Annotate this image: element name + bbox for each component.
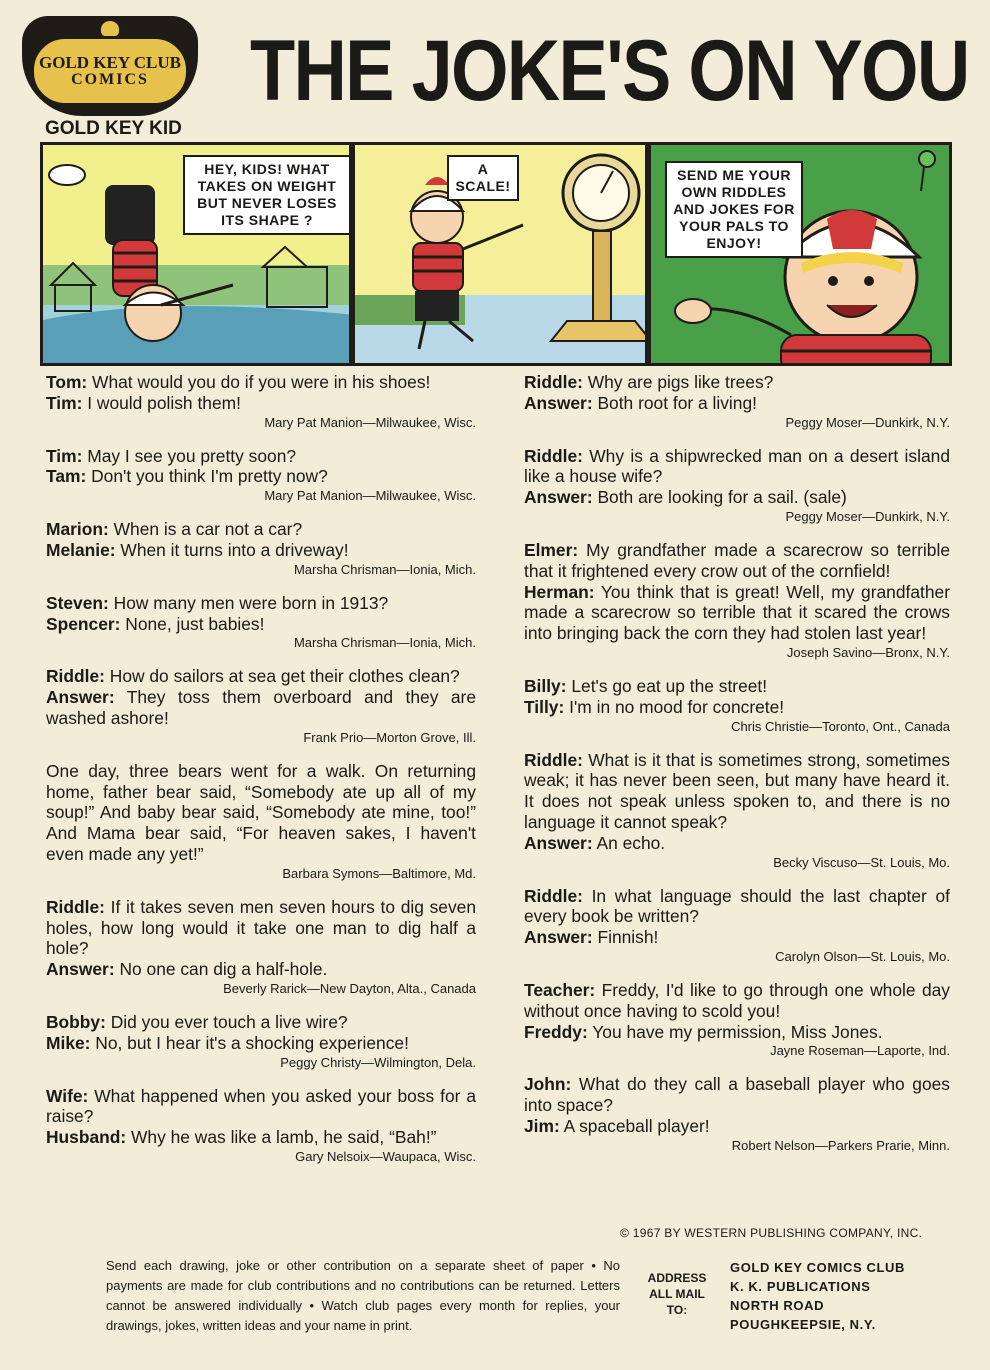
speaker-name: Steven:: [46, 592, 109, 613]
speaker-name: Answer:: [524, 832, 593, 853]
speaker-name: Tim:: [46, 392, 83, 413]
joke-text: What is it that is sometimes strong, sometimes weak; it has never been seen, but many have heard it. It does not speak unless spoken to, and there is no language it cannot speak?: [524, 749, 950, 832]
contributor-credit: Jayne Roseman—Laporte, Ind.: [770, 1043, 950, 1059]
badge-text: [31, 36, 189, 106]
contributor-credit: Becky Viscuso—St. Louis, Mo.: [773, 854, 950, 870]
club-badge-logo: [22, 16, 198, 116]
joke-line: [46, 1086, 476, 1128]
speaker-name: Riddle:: [46, 896, 105, 917]
joke-text: I'm in no mood for concrete!: [564, 696, 785, 717]
joke-text: You think that is great! Well, my grandfather made a scarecrow so terrible that it scared the crows into bringing back the corn they had stolen last year!: [524, 581, 950, 644]
jokes-column-left: [46, 372, 476, 1180]
joke-text: How many men were born in 1913?: [108, 592, 389, 613]
speaker-name: Tam:: [46, 466, 87, 487]
joke-text: Why is a shipwrecked man on a desert island like a house wife?: [524, 445, 950, 487]
joke-entry: [524, 886, 950, 966]
speaker-name: Answer:: [524, 927, 593, 948]
joke-text: Finnish!: [592, 927, 659, 948]
contributor-credit: Frank Prio—Morton Grove, Ill.: [303, 729, 476, 745]
joke-entry: [524, 372, 950, 432]
joke-line: [524, 1022, 950, 1043]
joke-line: [524, 833, 950, 854]
joke-text: No, but I hear it's a shocking experience!: [90, 1032, 409, 1053]
joke-entry: [46, 372, 476, 432]
joke-entry: [524, 1074, 950, 1154]
joke-text: An echo.: [592, 832, 666, 853]
joke-line: [46, 446, 476, 467]
joke-text: No one can dig a half-hole.: [114, 959, 328, 980]
joke-line: [46, 614, 476, 635]
joke-text: When is a car not a car?: [108, 519, 303, 540]
joke-entry: [524, 980, 950, 1060]
contributor-credit: Joseph Savino—Bronx, N.Y.: [786, 644, 950, 660]
joke-text: Let's go eat up the street!: [566, 675, 768, 696]
joke-text: In what language should the last chapter of every book be written?: [524, 885, 950, 927]
joke-line: [524, 676, 950, 697]
joke-text: Both root for a living!: [592, 392, 757, 413]
speaker-name: Tilly:: [524, 696, 565, 717]
speaker-name: Wife:: [46, 1085, 89, 1106]
speaker-name: Herman:: [524, 581, 595, 602]
joke-line: [46, 761, 476, 865]
joke-text: How do sailors at sea get their clothes clean?: [104, 666, 460, 687]
contributor-credit: Peggy Moser—Dunkirk, N.Y.: [785, 414, 950, 430]
contributor-credit: Marsha Chrisman—Ionia, Mich.: [293, 635, 476, 651]
joke-text: Freddy, I'd like to go through one whole day without once having to scold you!: [524, 979, 950, 1021]
speaker-name: Husband:: [46, 1127, 127, 1148]
joke-line: [46, 519, 476, 540]
joke-entry: [46, 593, 476, 653]
joke-text: Why are pigs like trees?: [582, 372, 774, 392]
joke-line: [524, 697, 950, 718]
speaker-name: Melanie:: [46, 539, 116, 560]
joke-entry: [524, 540, 950, 662]
speaker-name: Tom:: [46, 372, 88, 392]
joke-text: You have my permission, Miss Jones.: [587, 1021, 883, 1042]
speaker-name: Marion:: [46, 519, 109, 540]
joke-entry: [524, 676, 950, 736]
speaker-name: Riddle:: [524, 749, 583, 770]
badge-line2: COMICS: [71, 70, 149, 88]
speaker-name: Freddy:: [524, 1021, 588, 1042]
speaker-name: Answer:: [524, 487, 593, 508]
joke-line: [524, 750, 950, 833]
address-line: K. K. PUBLICATIONS: [730, 1279, 871, 1294]
contributor-credit: Mary Pat Manion—Milwaukee, Wisc.: [264, 488, 476, 504]
speaker-name: Mike:: [46, 1032, 91, 1053]
contributor-credit: Gary Nelsoix—Waupaca, Wisc.: [295, 1148, 476, 1164]
joke-text: What would you do if you were in his shoes!: [87, 372, 431, 392]
address-line: POUGHKEEPSIE, N.Y.: [730, 1317, 876, 1332]
joke-entry: [524, 446, 950, 526]
joke-line: [524, 927, 950, 948]
contributor-credit: Chris Christie—Toronto, Ont., Canada: [731, 718, 950, 734]
mailing-address: [730, 1258, 905, 1334]
feature-label: GOLD KEY KID: [45, 118, 182, 139]
joke-line: [46, 1127, 476, 1148]
joke-line: [46, 687, 476, 729]
contributor-credit: Barbara Symons—Baltimore, Md.: [282, 865, 476, 881]
speaker-name: John:: [524, 1074, 572, 1095]
joke-text: Why he was like a lamb, he said, “Bah!”: [126, 1127, 437, 1148]
speaker-name: Riddle:: [524, 372, 583, 392]
contributor-credit: Peggy Moser—Dunkirk, N.Y.: [785, 508, 950, 524]
joke-line: [524, 980, 950, 1022]
joke-entry: [46, 666, 476, 746]
joke-line: [524, 1116, 950, 1137]
speaker-name: Answer:: [46, 959, 115, 980]
address-line: NORTH ROAD: [730, 1298, 825, 1313]
joke-text: May I see you pretty soon?: [82, 445, 297, 466]
joke-text: What happened when you asked your boss for a raise?: [46, 1085, 476, 1127]
joke-text: None, just babies!: [120, 613, 265, 634]
joke-line: [524, 582, 950, 644]
jokes-column-right: [524, 372, 950, 1169]
joke-line: [46, 393, 476, 414]
joke-line: [524, 487, 950, 508]
speaker-name: Riddle:: [524, 445, 583, 466]
joke-line: [46, 372, 476, 393]
joke-entry: [46, 519, 476, 579]
speaker-name: Riddle:: [46, 666, 105, 687]
address-line: GOLD KEY COMICS CLUB: [730, 1260, 905, 1275]
speaker-name: Bobby:: [46, 1011, 106, 1032]
speaker-name: Jim:: [524, 1115, 560, 1136]
speaker-name: Answer:: [524, 392, 593, 413]
joke-line: [46, 959, 476, 980]
contributor-credit: Beverly Rarick—New Dayton, Alta., Canada: [223, 980, 476, 996]
speaker-name: Billy:: [524, 675, 567, 696]
page-title: THE JOKE'S ON YOU: [250, 23, 969, 119]
speech-balloon-2: A SCALE!: [447, 155, 519, 201]
joke-line: [46, 593, 476, 614]
joke-text: What do they call a baseball player who goes into space?: [524, 1074, 950, 1116]
contributor-credit: Carolyn Olson—St. Louis, Mo.: [775, 948, 950, 964]
speaker-name: Riddle:: [524, 885, 583, 906]
joke-text: If it takes seven men seven hours to dig seven holes, how long would it take one man to dig half a hole?: [46, 896, 476, 959]
joke-text: A spaceball player!: [559, 1115, 710, 1136]
joke-line: [46, 666, 476, 687]
speaker-name: Spencer:: [46, 613, 121, 634]
contribution-instructions: Send each drawing, joke or other contribution on a separate sheet of paper • No payments are made for club contributions and no contributions can be returned. Letters cannot be answered individually • Watch club pages every month for replies, your drawings, jokes, written ideas and your name in print.: [106, 1258, 620, 1333]
joke-text: One day, three bears went for a walk. On returning home, father bear said, “Somebody ate up all of my soup!” And baby bear said, “Somebody ate mine, too!” And Mama bear said, “For heaven sakes, I haven't even made any yet!”: [46, 760, 476, 864]
contributor-credit: Robert Nelson—Parkers Prarie, Minn.: [731, 1137, 950, 1153]
address-label: ADDRESS ALL MAIL TO:: [647, 1271, 707, 1317]
badge-line1: GOLD KEY CLUB: [38, 52, 181, 72]
comic-panel-1: [40, 142, 352, 366]
joke-text: They toss them overboard and they are washed ashore!: [46, 687, 476, 728]
comic-panel-2: [352, 142, 648, 366]
joke-entry: [46, 446, 476, 506]
speaker-name: Tim:: [46, 445, 83, 466]
joke-line: [524, 886, 950, 928]
comic-panel-3: [648, 142, 952, 366]
speech-balloon-3: SEND ME YOUR OWN RIDDLES AND JOKES FOR YOUR PALS TO ENJOY!: [665, 161, 803, 258]
contributor-credit: Mary Pat Manion—Milwaukee, Wisc.: [264, 414, 476, 430]
joke-entry: [46, 1012, 476, 1072]
joke-line: [524, 393, 950, 414]
joke-line: [524, 446, 950, 488]
joke-text: Both are looking for a sail. (sale): [592, 487, 847, 508]
joke-line: [46, 1012, 476, 1033]
joke-entry: [524, 750, 950, 872]
joke-text: When it turns into a driveway!: [115, 539, 349, 560]
contributor-credit: Marsha Chrisman—Ionia, Mich.: [293, 561, 476, 577]
joke-entry: [46, 761, 476, 883]
speaker-name: Answer:: [46, 687, 115, 708]
joke-line: [524, 1074, 950, 1116]
joke-text: I would polish them!: [82, 392, 241, 413]
copyright-notice: © 1967 BY WESTERN PUBLISHING COMPANY, INC.: [620, 1226, 923, 1240]
joke-line: [524, 372, 950, 393]
joke-line: [46, 466, 476, 487]
joke-line: [46, 540, 476, 561]
joke-text: My grandfather made a scarecrow so terrible that it frightened every crow out of the cornfield!: [524, 539, 950, 581]
joke-text: Don't you think I'm pretty now?: [86, 466, 328, 487]
comic-strip: [40, 142, 952, 366]
joke-line: [46, 897, 476, 959]
speaker-name: Teacher:: [524, 979, 596, 1000]
contributor-credit: Peggy Christy—Wilmington, Dela.: [280, 1054, 476, 1070]
joke-line: [46, 1033, 476, 1054]
speaker-name: Elmer:: [524, 539, 579, 560]
joke-text: Did you ever touch a live wire?: [105, 1011, 348, 1032]
joke-entry: [46, 1086, 476, 1166]
joke-entry: [46, 897, 476, 998]
joke-line: [524, 540, 950, 582]
speech-balloon-1: HEY, KIDS! WHAT TAKES ON WEIGHT BUT NEVER LOSES ITS SHAPE ?: [183, 155, 351, 235]
